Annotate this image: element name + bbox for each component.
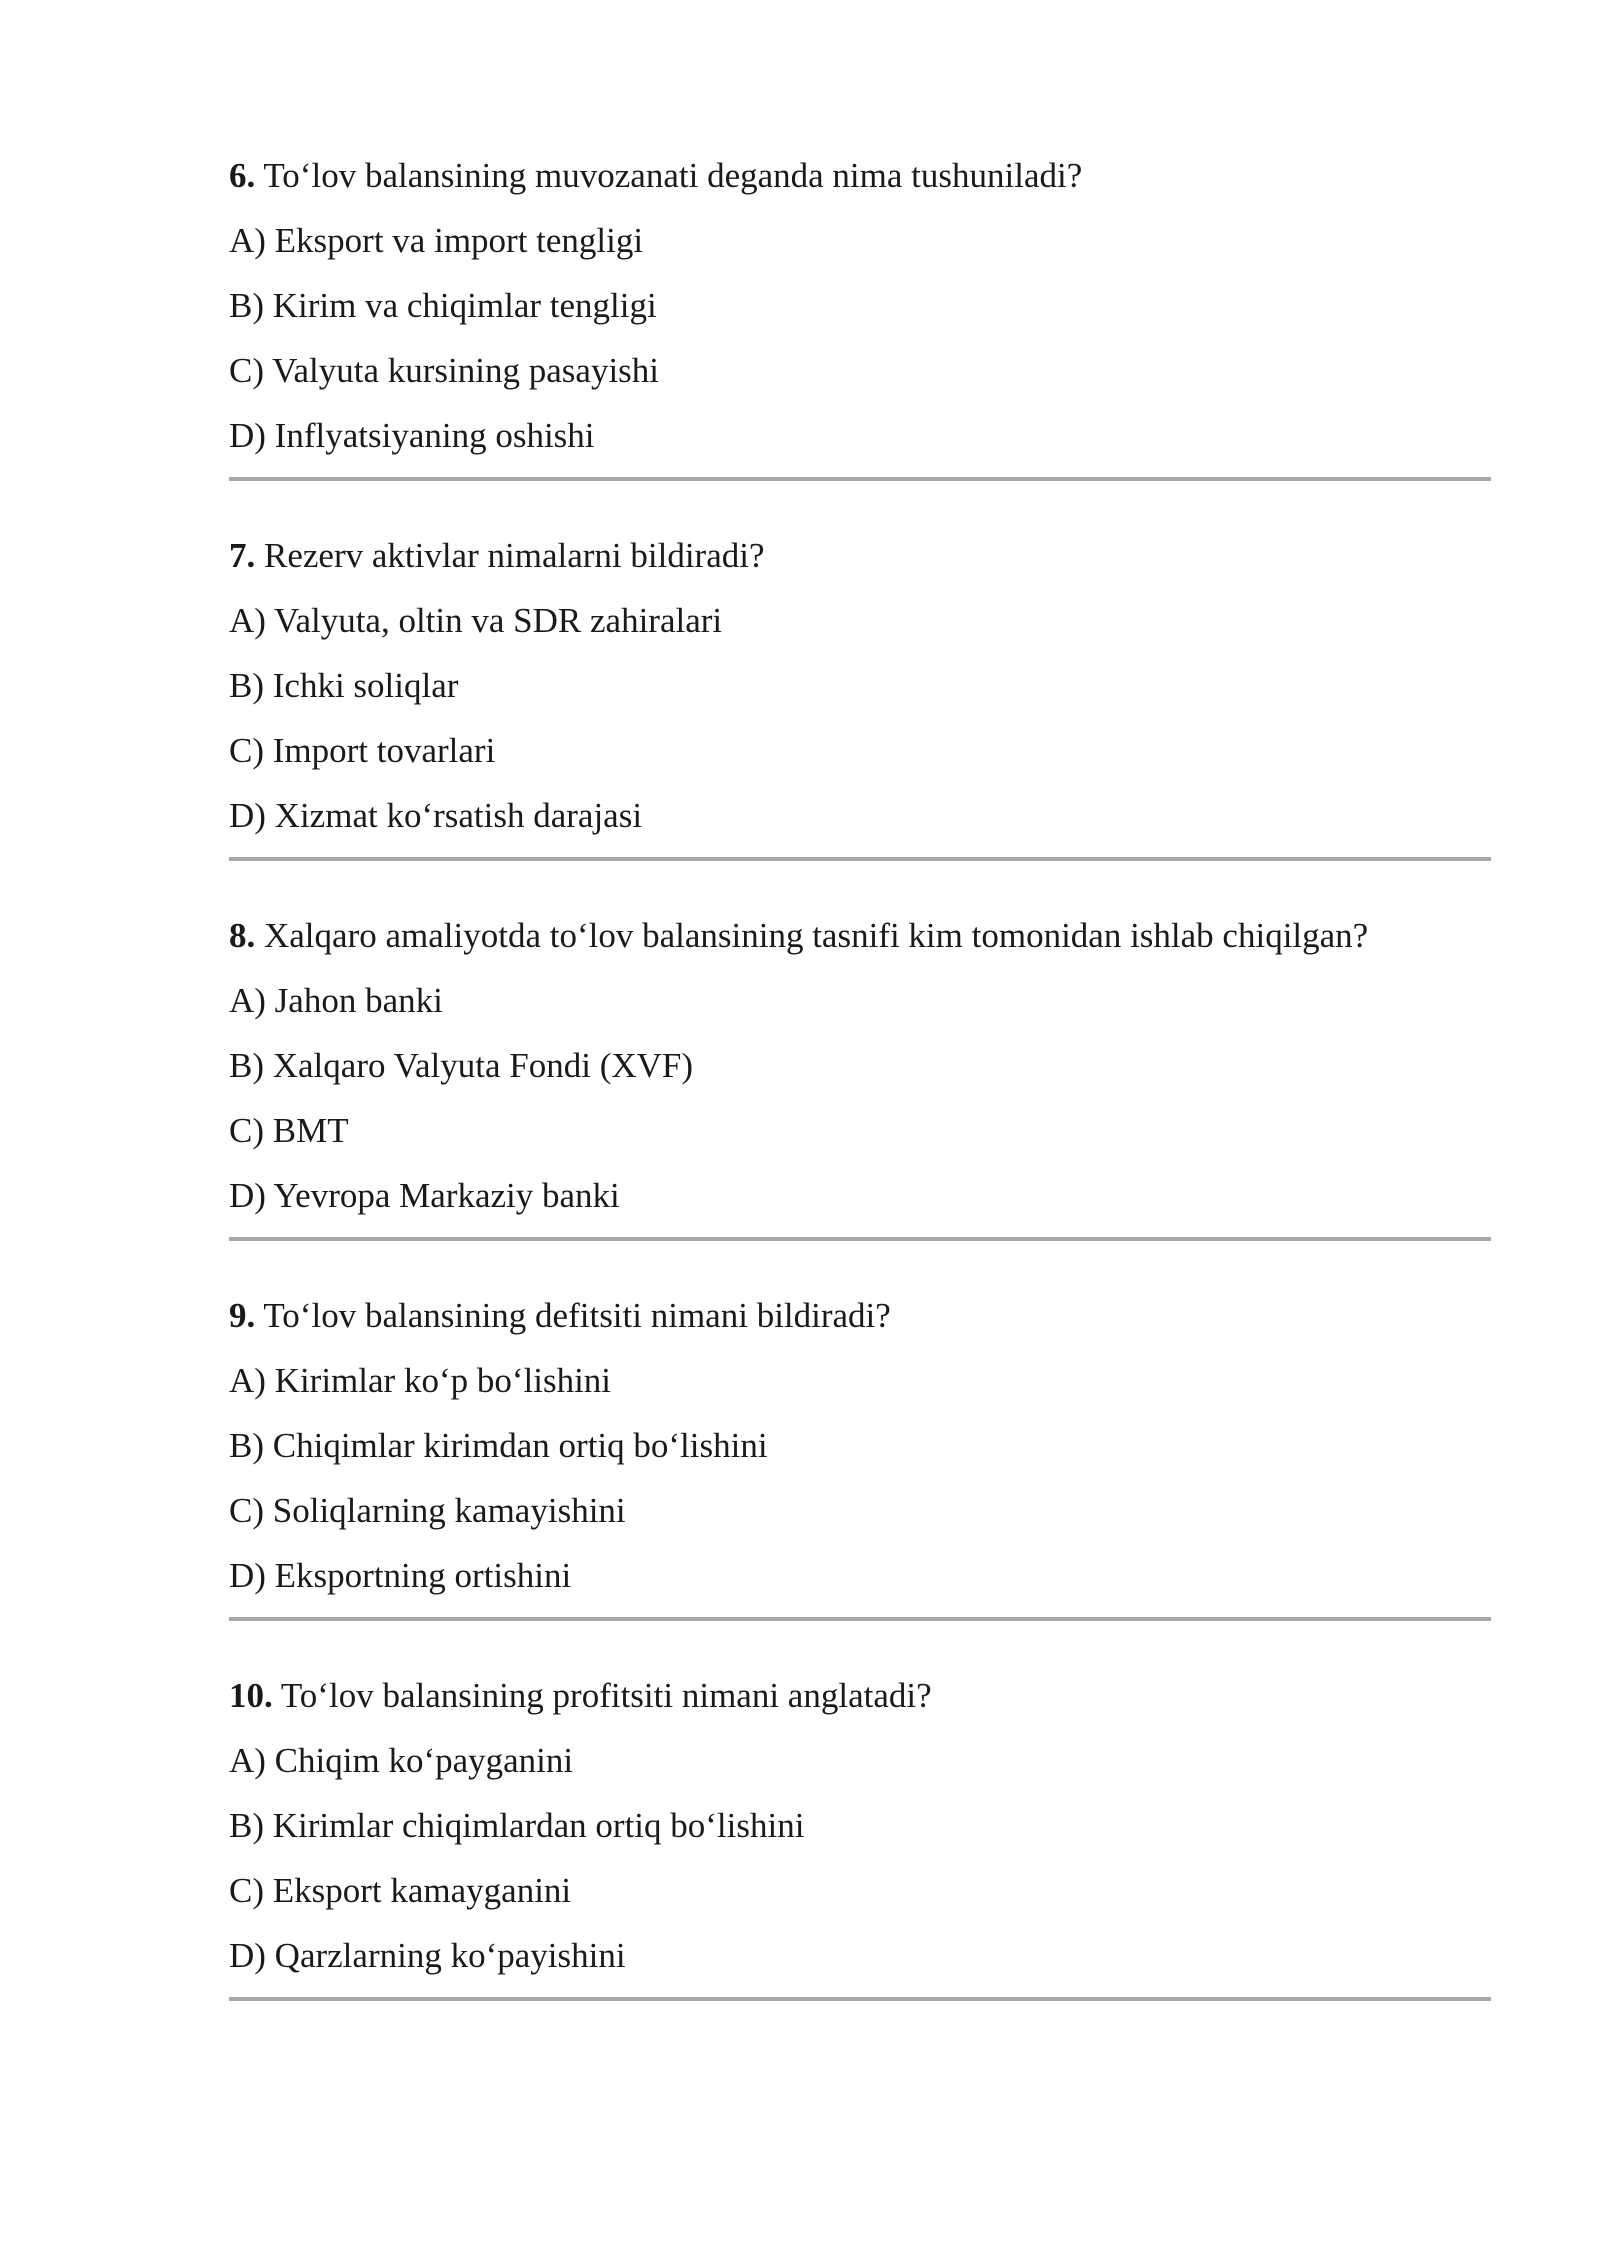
option-d: D) Xizmat ko‘rsatish darajasi	[229, 796, 643, 835]
option-c: C) Eksport kamayganini	[229, 1871, 572, 1910]
option-d: D) Eksportning ortishini	[229, 1556, 572, 1595]
divider	[229, 477, 1491, 481]
question-text: To‘lov balansining muvozanati deganda nima tushuniladi?	[263, 156, 1083, 195]
option-a: A) Kirimlar ko‘p bo‘lishini	[229, 1361, 612, 1400]
question-number: 6.	[229, 156, 256, 195]
question-number: 10.	[229, 1676, 273, 1715]
option-c: C) Import tovarlari	[229, 731, 496, 770]
option-d: D) Inflyatsiyaning oshishi	[229, 416, 595, 455]
divider	[229, 857, 1491, 861]
option-c: C) Valyuta kursining pasayishi	[229, 351, 660, 390]
option-a: A) Valyuta, oltin va SDR zahiralari	[229, 601, 723, 640]
question-text: Rezerv aktivlar nimalarni bildiradi?	[264, 536, 765, 575]
option-d: D) Qarzlarning ko‘payishini	[229, 1936, 626, 1975]
option-a: A) Jahon banki	[229, 981, 443, 1020]
option-b: B) Kirim va chiqimlar tengligi	[229, 286, 657, 325]
question-text: Xalqaro amaliyotda to‘lov balansining tasnifi kim tomonidan ishlab chiqilgan?	[264, 916, 1369, 955]
question-number: 8.	[229, 916, 256, 955]
option-d: D) Yevropa Markaziy banki	[229, 1176, 620, 1215]
option-b: B) Ichki soliqlar	[229, 666, 459, 705]
question-stem	[229, 1674, 932, 1718]
question-stem	[229, 534, 765, 578]
question-text: To‘lov balansining defitsiti nimani bildiradi?	[263, 1296, 891, 1335]
option-b: B) Chiqimlar kirimdan ortiq bo‘lishini	[229, 1426, 768, 1465]
option-c: C) Soliqlarning kamayishini	[229, 1491, 626, 1530]
option-a: A) Eksport va import tengligi	[229, 221, 644, 260]
divider	[229, 1237, 1491, 1241]
question-number: 7.	[229, 536, 256, 575]
option-b: B) Kirimlar chiqimlardan ortiq bo‘lishini	[229, 1806, 805, 1845]
question-number: 9.	[229, 1296, 256, 1335]
option-c: C) BMT	[229, 1111, 349, 1150]
option-a: A) Chiqim ko‘payganini	[229, 1741, 574, 1780]
question-stem	[229, 1294, 891, 1338]
divider	[229, 1997, 1491, 2001]
question-stem	[229, 914, 1368, 958]
divider	[229, 1617, 1491, 1621]
question-text: To‘lov balansining profitsiti nimani anglatadi?	[280, 1676, 932, 1715]
option-b: B) Xalqaro Valyuta Fondi (XVF)	[229, 1046, 694, 1085]
question-stem	[229, 154, 1082, 198]
